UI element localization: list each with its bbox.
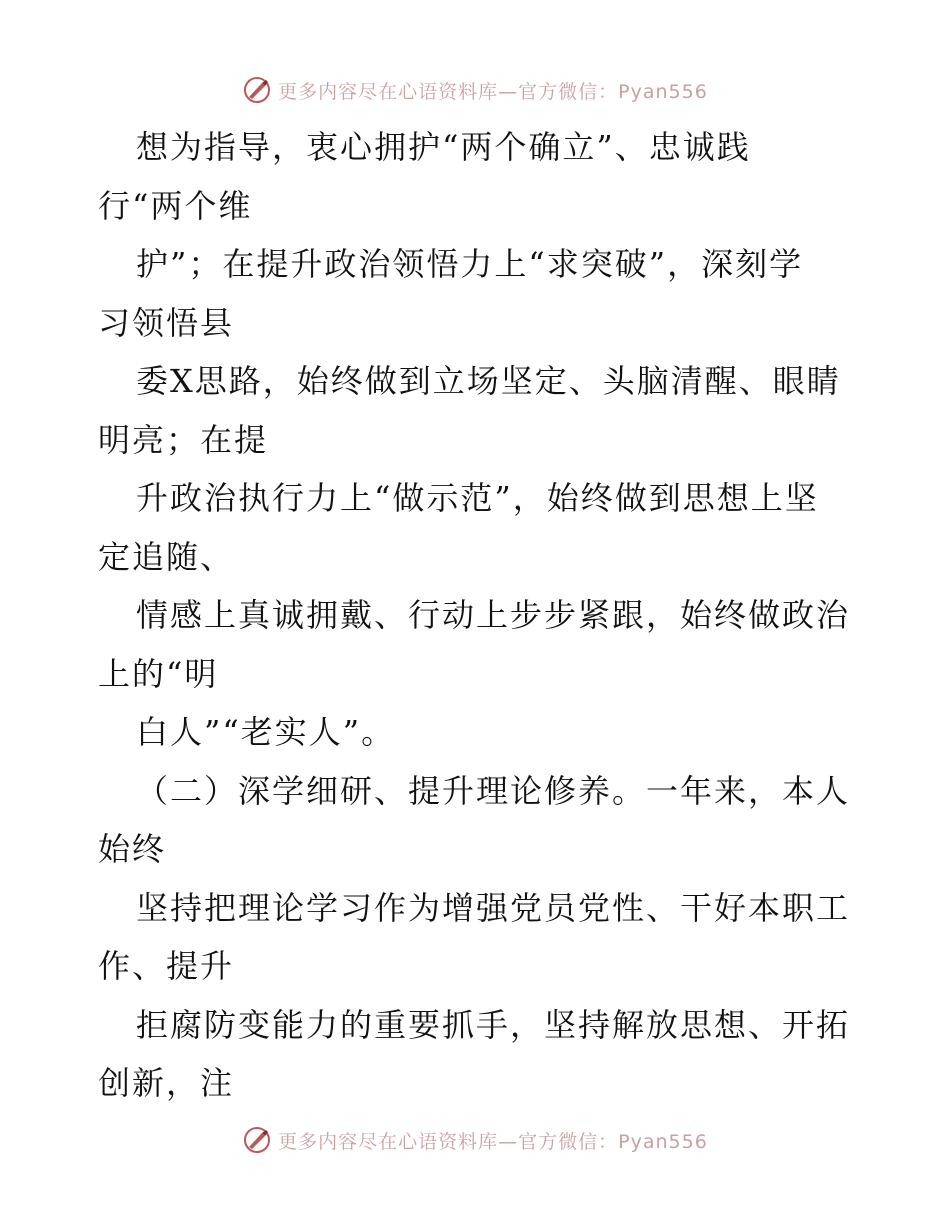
text-line: 情感上真诚拥戴、行动上步步紧跟，始终做政治 [136,596,851,634]
text-line: 坚持把理论学习作为增强党员党性、干好本职工 [136,888,851,927]
text-line: （二）深学细研、提升理论修养。一年来，本人 [136,771,851,810]
text-line: 拒腐防变能力的重要抓手，坚持解放思想、开拓 [136,1005,851,1044]
text-line: 行“两个维 [98,186,253,225]
pen-emblem-icon [242,75,272,105]
watermark-footer [0,1120,950,1160]
watermark-text: 更多内容尽在心语资料库—官方微信：Pyan556 [278,80,708,103]
text-line: 定追随、 [98,537,235,576]
text-line: 白人”“老实人”。 [136,713,396,751]
watermark-text: 更多内容尽在心语资料库—官方微信：Pyan556 [278,1130,708,1153]
pen-emblem-icon [242,1125,272,1155]
watermark-header [0,70,950,110]
text-line: 护”；在提升政治领悟力上“求突破”，深刻学 [136,245,804,283]
text-line: 作、提升 [98,947,235,985]
document-body [98,118,858,1113]
text-line: 想为指导，衷心拥护“两个确立”、忠诚践 [136,128,751,166]
text-line: 始终 [98,830,167,868]
text-line: 上的“明 [98,654,219,693]
text-line: 习领悟县 [98,303,235,342]
text-line: 创新，注 [98,1064,235,1102]
text-line: 委X思路，始终做到立场坚定、头脑清醒、眼睛 [136,362,841,400]
text-line: 升政治执行力上“做示范”，始终做到思想上坚 [136,479,819,517]
text-line: 明亮；在提 [98,420,269,459]
